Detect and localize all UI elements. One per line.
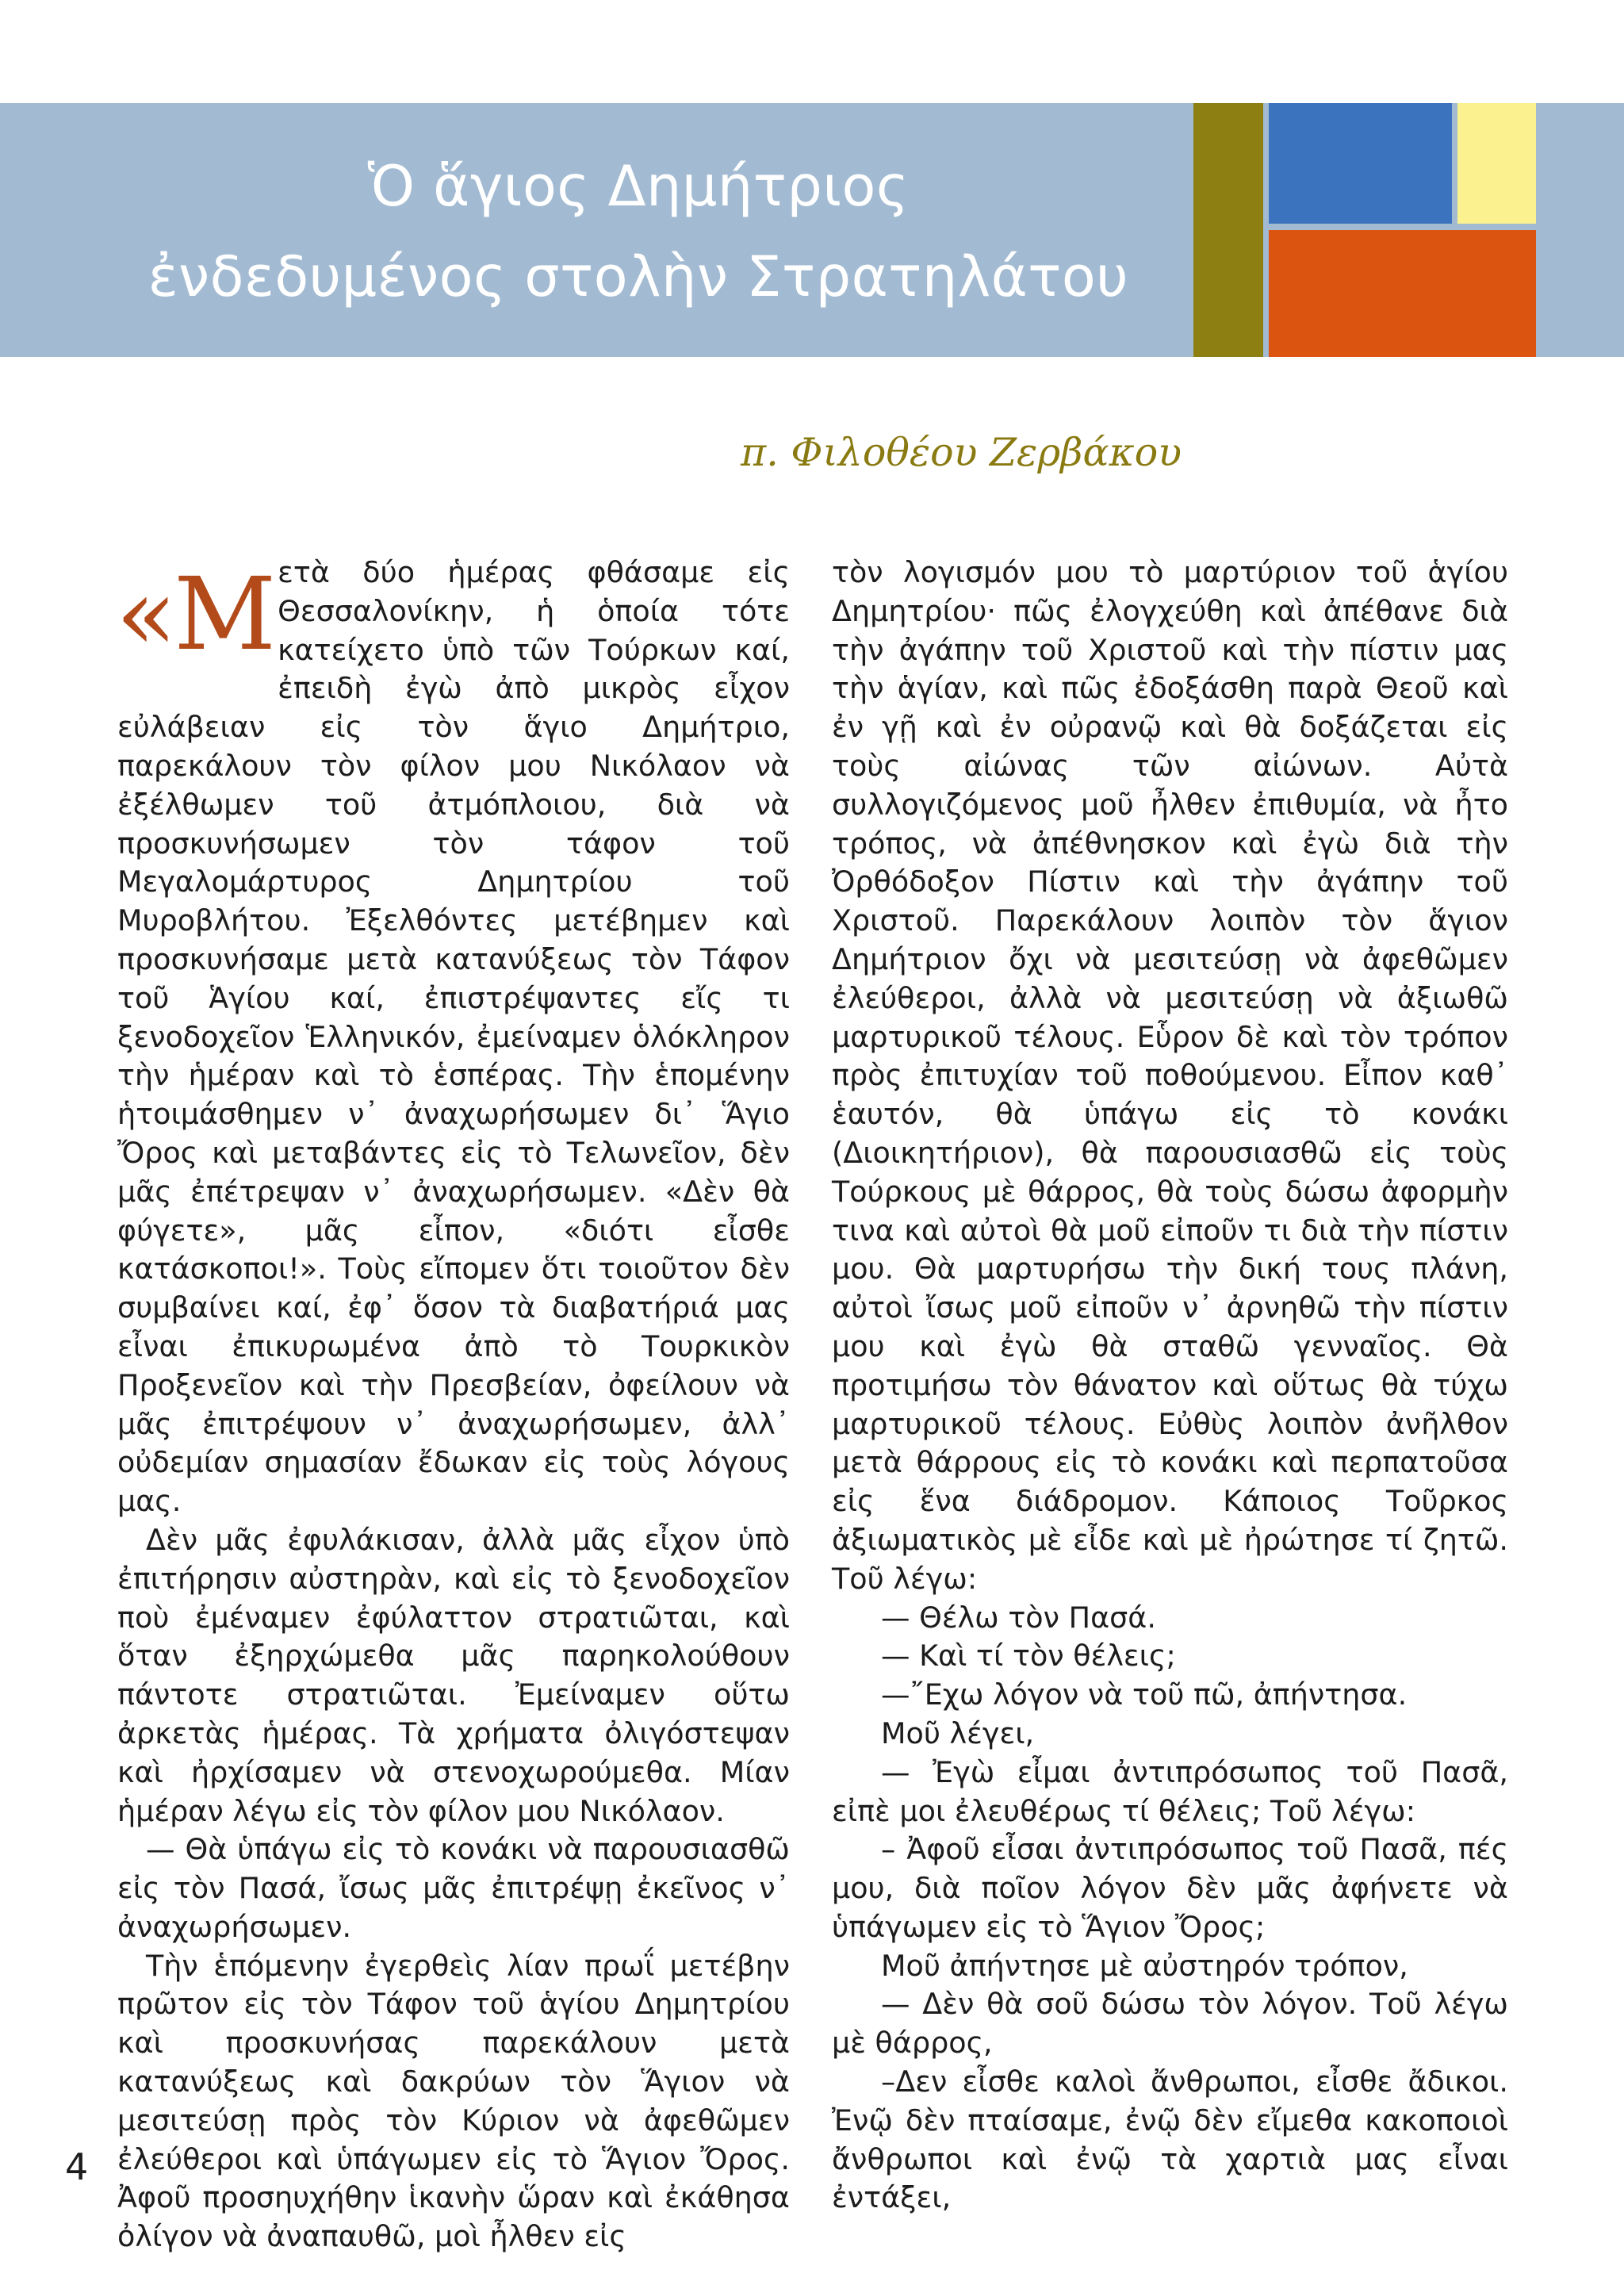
decorative-olive-block xyxy=(1193,103,1263,357)
author-byline: π. Φιλοθέου Ζερβάκου xyxy=(741,430,1182,475)
dialogue-line: — Ἐγὼ εἶμαι ἀντιπρόσωπος τοῦ Πασᾶ, εἰπὲ μοι ἐλευθέρως τί θέλεις; Τοῦ λέγω: xyxy=(832,1754,1508,1828)
title-line-2: ἐνδεδυμένος στολὴν Στρατηλάτου xyxy=(147,244,1129,309)
decorative-yellow-block xyxy=(1457,103,1536,224)
dialogue-line: — Καὶ τί τὸν θέλεις; xyxy=(881,1639,1176,1673)
page-number: 4 xyxy=(65,2145,89,2188)
decorative-blue-block xyxy=(1269,103,1452,224)
title-line-1: Ὁ ἅγιος Δημήτριος xyxy=(367,154,910,219)
paragraph: Τὴν ἑπόμενην ἐγερθεὶς λίαν πρωΐ μετέβην πρῶτον εἰς τὸν Τάφον τοῦ ἁγίου Δημητρίου καὶ προσκυνήσας παρεκάλουν μετὰ κατανύξεως καὶ δακρύων τὸν Ἅγιον νὰ μεσιτεύσῃ πρὸς τὸν Κύριον νὰ ἀφεθῶμεν ἐλεύθεροι καὶ ὑπάγωμεν εἰς τὸ Ἅγιον Ὄρος. Ἀφοῦ προσηυχήθην ἱκανὴν ὥραν καὶ ἐκάθησα ὀλίγον νὰ ἀναπαυθῶ, μοὶ ἦλθεν εἰς xyxy=(117,1948,790,2254)
paragraph: τὸν λογισμόν μου τὸ μαρτύριον τοῦ ἁγίου Δημητρίου· πῶς ἐλογχεύθη καὶ ἀπέθανε διὰ τὴν ἀγάπην τοῦ Χριστοῦ καὶ τὴν πίστιν μας τὴν ἁγίαν, καὶ πῶς ἐδοξάσθη παρὰ Θεοῦ καὶ ἐν γῇ καὶ ἐν οὐρανῷ καὶ θὰ δοξάζεται εἰς τοὺς αἰώνας τῶν αἰώνων. Αὐτὰ συλλογιζόμενος μοῦ ἦλθεν ἐπιθυμία, νὰ ἦτο τρόπος, νὰ ἀπέθνησκον καὶ ἐγὼ διὰ τὴν Ὀρθόδοξον Πίστιν καὶ τὴν ἀγάπην τοῦ Χριστοῦ. Παρεκάλουν λοιπὸν τὸν ἅγιον Δημήτριον ὄχι νὰ μεσιτεύσῃ νὰ ἀφεθῶμεν ἐλεύθεροι, ἀλλὰ νὰ μεσιτεύσῃ νὰ ἀξιωθῶ μαρτυρικοῦ τέλους. Εὗρον δὲ καὶ τὸν τρόπον πρὸς ἐπιτυχίαν τοῦ ποθούμενου. Εἶπον καθ᾽ ἑαυτόν, θὰ ὑπάγω εἰς τὸ κονάκι (Διοικητήριον), θὰ παρουσιασθῶ εἰς τοὺς Τούρκους μὲ θάρρος, θὰ τοὺς δώσω ἀφορμὴν τινα καὶ αὐτοὶ θὰ μοῦ εἰποῦν τι διὰ τὴν πίστιν μου. Θὰ μαρτυρήσω τὴν δική τους πλάνη, αὐτοὶ ἴσως μοῦ εἰποῦν ν᾽ ἀρνηθῶ τὴν πίστιν μου καὶ ἐγὼ θὰ σταθῶ γενναῖος. Θὰ προτιμήσω τὸν θάνατον καὶ οὕτως θὰ τύχω μαρτυρικοῦ τέλους. Εὐθὺς λοιπὸν ἀνῆλθον μετὰ θάρρους εἰς τὸ κονάκι καὶ περπατοῦσα εἰς ἕνα διάδρομον. Κάποιος Τοῦρκος ἀξιωματικὸς μὲ εἶδε καὶ μὲ ἠρώτησε τί ζητῶ. Τοῦ λέγω: xyxy=(832,555,1508,1596)
article-title xyxy=(119,141,1158,322)
article-column-right xyxy=(832,554,1508,2218)
paragraph: Δὲν μᾶς ἐφυλάκισαν, ἀλλὰ μᾶς εἶχον ὑπὸ ἐπιτήρησιν αὐστηρὰν, καὶ εἰς τὸ ξενοδοχεῖον ποὺ ἐμέναμεν ἐφύλαττον στρατιῶται, καὶ ὅταν ἐξηρχώμεθα μᾶς παρηκολούθουν πάντοτε στρατιῶται. Ἐμείναμεν οὕτω ἀρκετὰς ἡμέρας. Τὰ χρήματα ὀλιγόστεψαν καὶ ἠρχίσαμεν νὰ στενοχωρούμεθα. Μίαν ἡμέραν λέγω εἰς τὸν φίλον μου Νικόλαον. xyxy=(117,1522,790,1828)
dialogue-line: Μοῦ λέγει, xyxy=(881,1716,1035,1750)
paragraph-text: ετὰ δύο ἡμέρας φθάσαμε εἰς Θεσσαλονίκην, ἡ ὁποία τότε κατείχετο ὑπὸ τῶν Τούρκων καί, ἐπειδὴ ἐγὼ ἀπὸ μικρὸς εἶχον εὐλάβειαν εἰς τὸν ἅγιο Δημήτριο, παρεκάλουν τὸν φίλον μου Νικόλαον νὰ ἐξέλθωμεν τοῦ ἀτμόπλοιου, διὰ νὰ προσκυνήσωμεν τὸν τάφον τοῦ Μεγαλομάρτυρος Δημητρίου τοῦ Μυροβλήτου. Ἐξελθόντες μετέβημεν καὶ προσκυνήσαμε μετὰ κατανύξεως τὸν Τάφον τοῦ Ἁγίου καί, ἐπιστρέψαντες εἴς τι ξενοδοχεῖον Ἑλληνικόν, ἐμείναμεν ὁλόκληρον τὴν ἡμέραν καὶ τὸ ἑσπέρας. Τὴν ἑπομένην ἡτοιμάσθημεν ν᾽ ἀναχωρήσωμεν δι᾽ Ἅγιο Ὄρος καὶ μεταβάντες εἰς τὸ Τελωνεῖον, δὲν μᾶς ἐπέτρεψαν ν᾽ ἀναχωρήσωμεν. «Δὲν θὰ φύγετε», μᾶς εἶπον, «διότι εἶσθε κατάσκοποι!». Τοὺς εἴπομεν ὅτι τοιοῦτον δὲν συμβαίνει καί, ἐφ᾽ ὅσον τὰ διαβατήριά μας εἶναι ἐπικυρωμένα ἀπὸ τὸ Τουρκικὸν Προξενεῖον καὶ τὴν Πρεσβείαν, ὀφείλουν νὰ μᾶς ἐπιτρέψουν ν᾽ ἀναχωρήσωμεν, ἀλλ᾽ οὐδεμίαν σημασίαν ἔδωκαν εἰς τοὺς λόγους μας. xyxy=(117,555,790,1519)
dialogue-line: –Δεν εἶσθε καλοὶ ἄνθρωποι, εἶσθε ἄδικοι. Ἐνῷ δὲν πταίσαμε, ἐνῷ δὲν εἴμεθα κακοποιοὶ ἄνθρωποι καὶ ἐνῷ τὰ χαρτιὰ μας εἶναι ἐντάξει, xyxy=(832,2065,1508,2215)
dialogue-line: — Δὲν θὰ σοῦ δώσω τὸν λόγον. Τοῦ λέγω μὲ θάρρος, xyxy=(832,1987,1508,2061)
dialogue-line: —῎Εχω λόγον νὰ τοῦ πῶ, ἀπήντησα. xyxy=(881,1677,1408,1712)
dialogue-line: — Θέλω τὸν Πασά. xyxy=(881,1600,1156,1635)
article-column-left xyxy=(117,554,790,2256)
decorative-orange-block xyxy=(1269,230,1536,357)
paragraph: — Θὰ ὑπάγω εἰς τὸ κονάκι νὰ παρουσιασθῶ εἰς τὸν Πασά, ἴσως μᾶς ἐπιτρέψῃ ἐκεῖνος ν᾽ ἀναχωρήσωμεν. xyxy=(117,1832,790,1944)
dialogue-line: Μοῦ ἀπήντησε μὲ αὐστηρόν τρόπον, xyxy=(881,1948,1408,1983)
paragraph xyxy=(117,554,790,1521)
drop-cap: «Μ xyxy=(116,556,274,673)
dialogue-line: – Ἀφοῦ εἶσαι ἀντιπρόσωπος τοῦ Πασᾶ, πές μου, διὰ ποῖον λόγον δὲν μᾶς ἀφήνετε νὰ ὑπάγωμεν εἰς τὸ Ἅγιον Ὄρος; xyxy=(832,1832,1508,1944)
